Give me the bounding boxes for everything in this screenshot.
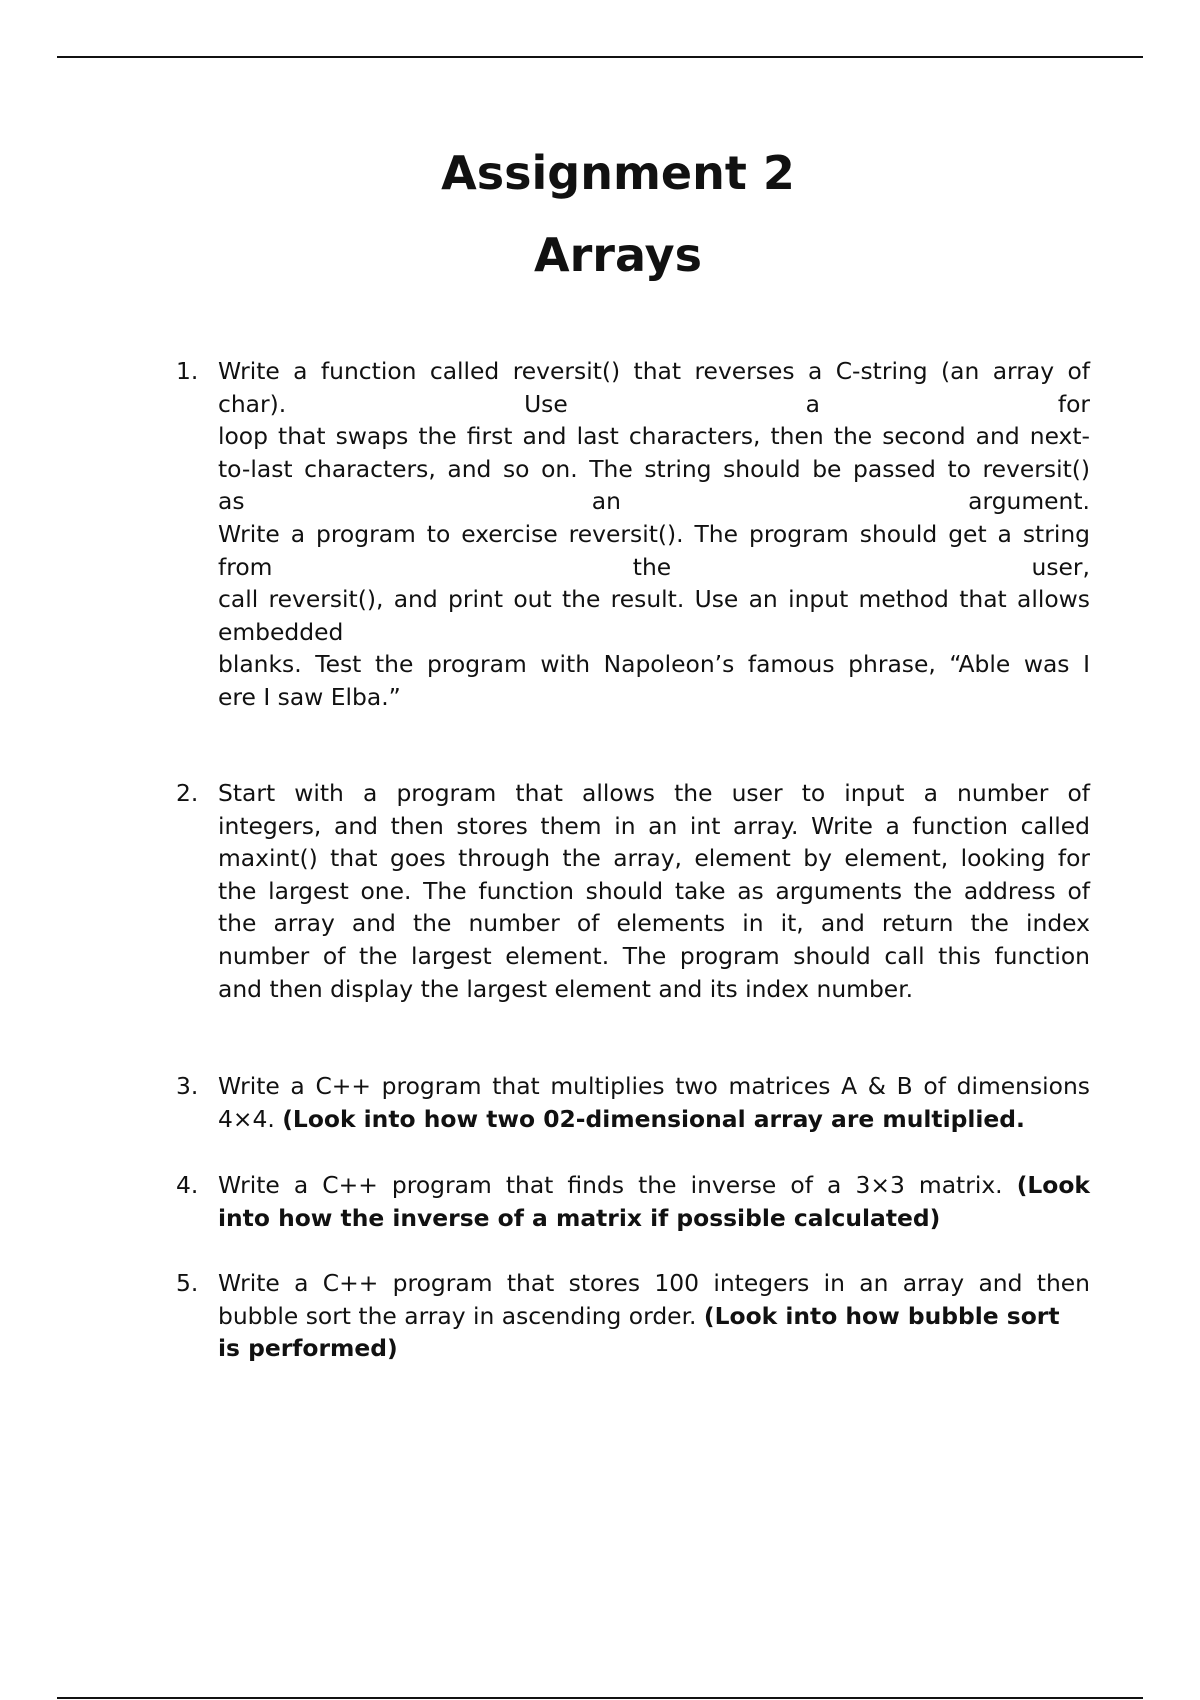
task-3-number: 3. (176, 1072, 199, 1100)
task-1-line: Write a function called reversit() that reverses a C-string (an array of (218, 357, 1090, 385)
task-2-line: the largest one. The function should take as arguments the address of (218, 876, 1090, 905)
task-1-line: char). Use a for (218, 389, 1090, 418)
document-title: Assignment 2 (441, 146, 795, 200)
task-1-line: from the user, (218, 552, 1090, 581)
task-1-line: Write a program to exercise reversit(). The program should get a string (218, 519, 1090, 548)
task-4-number: 4. (176, 1171, 199, 1199)
document-subtitle: Arrays (534, 228, 702, 282)
task-2-text (218, 777, 1090, 1005)
task-5-line (218, 1300, 1090, 1333)
task-2-line: Start with a program that allows the user to input a number of (218, 779, 1090, 807)
task-2-number: 2. (176, 779, 199, 807)
task-3-hint: (Look into how two 02-dimensional array are multiplied. (282, 1104, 1025, 1133)
task-5-text (218, 1267, 1090, 1365)
task-3-text (218, 1070, 1090, 1135)
task-4-hint-start: (Look (1016, 1171, 1090, 1199)
task-2-line: integers, and then stores them in an int array. Write a function called (218, 811, 1090, 840)
task-2-line: number of the largest element. The program should call this function (218, 941, 1090, 970)
task-1-line: as an argument. (218, 487, 1090, 516)
task-4-plain-text: Write a C++ program that finds the inverse of a 3×3 matrix. (218, 1171, 1017, 1199)
task-3-line: Write a C++ program that multiplies two matrices A & B of dimensions (218, 1072, 1090, 1100)
task-2-line: maxint() that goes through the array, element by element, looking for (218, 844, 1090, 873)
task-1-text (218, 355, 1090, 714)
task-1-line: loop that swaps the first and last characters, then the second and next- (218, 422, 1090, 451)
task-1-line: to-last characters, and so on. The string should be passed to reversit() (218, 454, 1090, 483)
task-2-line: and then display the largest element and its index number. (218, 974, 914, 1003)
task-5-line: Write a C++ program that stores 100 integers in an array and then (218, 1269, 1090, 1297)
task-1-line: blanks. Test the program with Napoleon’s famous phrase, “Able was I (218, 650, 1090, 679)
task-4-text (218, 1169, 1090, 1234)
task-3-line (218, 1103, 1090, 1136)
task-1-number: 1. (176, 357, 199, 385)
task-2-line: the array and the number of elements in it, and return the index (218, 909, 1090, 938)
task-1-line: embedded (218, 617, 344, 646)
task-3-plain-text: 4×4. (218, 1104, 283, 1133)
task-5-hint-end: is performed) (218, 1334, 398, 1363)
bottom-rule (57, 1697, 1143, 1699)
top-rule (57, 56, 1143, 58)
task-5-plain-text: bubble sort the array in ascending order. (218, 1301, 704, 1330)
task-1-line: call reversit(), and print out the result. Use an input method that allows (218, 585, 1090, 614)
task-4-hint: into how the inverse of a matrix if possible calculated) (218, 1203, 941, 1232)
task-4-line (218, 1169, 1090, 1202)
task-1-line: ere I saw Elba.” (218, 682, 401, 711)
task-5-hint-start: (Look into how bubble sort (703, 1301, 1060, 1330)
task-5-number: 5. (176, 1269, 199, 1297)
